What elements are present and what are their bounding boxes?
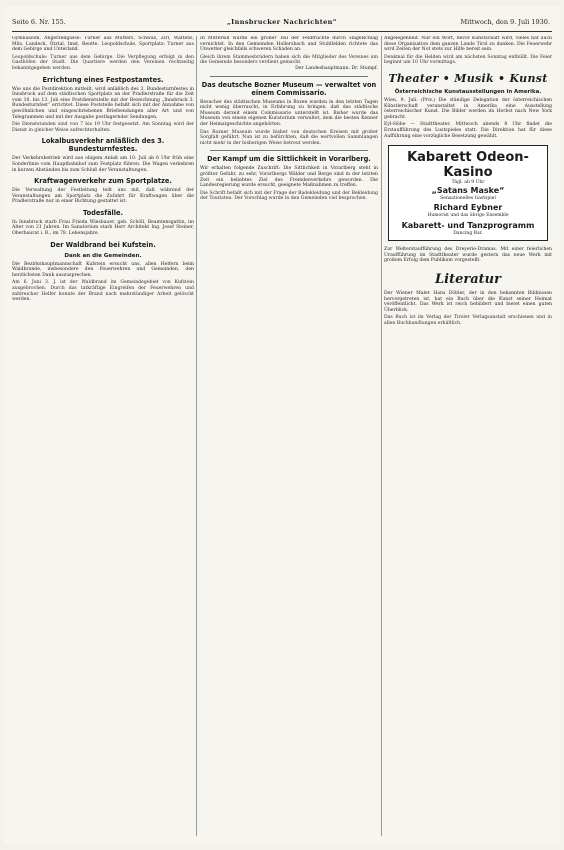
article-waldbrand: Die Bezirkshauptmannschaft Kufstein ersucht uns, allen Helfern beim Waldbrande, insbesondere den Feuerwehren und Gemeinden, den herzlichsten Dank auszusprechen. [12, 261, 194, 278]
column-1 [12, 36, 194, 836]
newspaper-page [4, 6, 560, 844]
column-3 [384, 36, 552, 836]
page-header [4, 18, 560, 30]
column-divider [381, 36, 382, 836]
subheading-dank: Dank an die Gemeinden. [64, 252, 142, 259]
article-lokalbus: Der Verkehrsbetrieb wird aus obigem Anlaß am 10. Juli ab 6 Uhr früh eine Sonderlinie vom Hauptbahnhof zum Festplatz führen. Die Wagen verkehren in kurzen Abständen bis zum Schluß der Veranstaltungen. [12, 156, 194, 173]
heading-todesfaelle: Todesfälle. [82, 208, 124, 217]
heading-bozner-museum: Das deutsche Bozner Museum — verwaltet von einem Commissario. [201, 80, 377, 97]
ad-time: Tägl. ab 9 Uhr [451, 180, 485, 186]
ad-artist: Richard Eybner [433, 203, 503, 213]
text-block: Leopoldschule: Turner aus dem Gebirge. Die Verpflegung erfolgt in den Gasthöfen der Stadt. Die Quartiere werden den Vereinen rechtzeitig bekanntgegeben werden. [12, 54, 194, 71]
column-1-intro: Gymnasium, Angerzellgasse: Turner aus Mutters, Schwaz, Zirl, Wattens, Mils, Landeck, Ötztal, Imst, Reutte. Leopoldschule, Sportplatz: Turner aus dem Gebirge und Unterland. [12, 36, 194, 53]
ad-program: Kabarett- und Tanzprogramm [401, 220, 535, 230]
divider [210, 150, 368, 151]
heading-sittlichkeit: Der Kampf um die Sittlichkeit in Vorarlberg. [207, 155, 371, 164]
article-urauffuehrung: Zur Welterstaufführung des Dreyerie-Dramas. Mit einer feierlichen Uraufführung im Stadttheater wurde gestern das neue Werk mit großem Erfolg dem Publikum vorgestellt. [384, 247, 552, 264]
text-block: Denkmal für die Helden wird am nächsten Sonntag enthüllt. Die Feier beginnt um 10 Uhr vormittags. [384, 54, 552, 66]
ad-show-sub: Sensationelles Gastspiel [440, 195, 496, 201]
issue-date: Mittwoch, den 9. Juli 1930. [460, 18, 550, 26]
column-2 [200, 36, 378, 836]
article-unwetter: In Mittersill wurde ein großer Teil der Feldfrüchte durch Hagelschlag vernichtet. In den Gemeinden Hollersbach und Stuhlfelden richtete das Unwetter gleichfalls schweren Schaden an. [200, 36, 378, 53]
article-todesfaelle: In Innsbruck starb Frau Frieda Wiesbauer, geb. Schöll, Beamtensgattin, im Alter von 21 Jahren. Im Sanatorium starb Herr Architekt Ing. Josef Steiner, Oberbaurat i. R., im 78. Lebensjahre. [12, 219, 194, 237]
heading-kraftwagen: Kraftwagenverkehr zum Sportplatze. [34, 177, 172, 186]
article-stadttheater: Eyl-Höhe — Stadttheater. Mittwoch abends 8 Uhr findet die Erstaufführung des Lustspieles statt. Die Direktion hat für diese Aufführung eine vorzügliche Besetzung gewählt. [384, 122, 552, 139]
article-sittlichkeit: Wir erhalten folgende Zuschrift: Die Sittlichkeit in Vorarlberg steht in größter Gefahr, zu sehr, Vorarlbergs Wälder und Berge sind in der letzten Zeit ein beliebtes Ziel des Fremdenverkehrs geworden. Die Landesregierung wurde ersucht, geeignete Maßnahmen zu treffen. [200, 166, 378, 189]
text-block: Das Buch ist im Verlag der Tiroler Verlagsanstalt erschienen und in allen Buchhandlungen erhältlich. [384, 315, 552, 326]
ad-title: Kabarett Odeon-Kasino [407, 150, 529, 181]
article-feuerwehr: Angelegenheit. Nur ein Wort, bevor Kunstschaft wird, vieles hat auch diese Organisation dem ganzen Lande Tirol zu danken. Die Feuerwehr wird Zeiten der Not stets zur Hilfe bereit sein. [384, 36, 552, 53]
article-bozner-museum: Besucher des städtischen Museums in Bozen wurden in den letzten Tagen nicht wenig überrascht, in Erfahrung zu bringen, daß das städtische Museum derzeit einem Commissario unterstellt ist. Bisher wurde das Museum von einem eigenen Kuratorium verwaltet, dem die besten Kenner der Heimatgeschichte angehörten. [200, 99, 378, 127]
banner-theater-musik-kunst: Theater • Musik • Kunst [388, 71, 548, 85]
article-kunstausstellungen: Wien, 9. Juli. (Priv.) Die ständige Delegation der österreichischen Künstlerschaft veranstaltet in Amerika eine Ausstellung österreichischer Kunst. Die Bilder werden im Herbst nach New York gebracht. [384, 97, 552, 120]
header-rule [12, 31, 552, 32]
heading-waldbrand: Der Waldbrand bei Kufstein. [50, 240, 156, 249]
ad-artist-sub: Humorist und das übrige Ensemble [427, 213, 509, 219]
page-number: Seite 6. Nr. 155. [12, 18, 66, 26]
ad-program-sub: Dancing Bar. [453, 230, 483, 236]
article-literatur: Der Wiener Maler Hans Döbler, der in den bekannten Bildnissen hervorgetreten ist, hat ein Buch über die Kunst seiner Heimat veröffentlicht. Das Werk ist reich bebildert und bietet einen guten Überblick. [384, 290, 552, 313]
text-block: Die Dienststunden sind von 7 bis 19 Uhr festgesetzt. Am Sonntag wird der Dienst in gleicher Weise aufrechterhalten. [12, 122, 194, 133]
signature: Der Landeshauptmann: Dr. Stumpf. [295, 65, 378, 71]
text-block: Am 6. Juni 3. J. ist der Waldbrand im Gemeindegebiet von Kufstein ausgebrochen. Durch das tatkräftige Eingreifen der Feuerwehren und zahlreicher Helfer konnte der Brand nach mehrstündiger Arbeit gelöscht werden. [12, 280, 194, 303]
heading-kunstausstellungen: Österreichische Kunstausstellungen in Amerika. [394, 88, 542, 95]
text-block: Die Schrift befaßt sich mit der Frage der Badekleidung und der Bekleidung der Touristen. Der Vorschlag wurde in den Gemeinden viel besprochen. [200, 190, 378, 202]
heading-festpostamt: Errichtung eines Festpostamtes. [42, 75, 164, 84]
column-divider [196, 36, 197, 836]
article-kraftwagen: Die Verwaltung der Festleitung teilt uns mit, daß während der Veranstaltungen am Sportplatz die Zufahrt für Kraftwagen über die Pradlerstraße nur in einer Richtung gestattet ist. [12, 188, 194, 205]
banner-literatur: Literatur [435, 271, 501, 287]
heading-lokalbus: Lokalbusverkehr anläßlich des 3. Bundesturnfestes. [41, 137, 165, 154]
ad-show: „Satans Maske“ [431, 185, 505, 195]
divider [210, 76, 368, 77]
article-festpostamt: Wie uns die Postdirektion mitteilt, wird anläßlich des 3. Bundesturnfestes in Innsbruck auf dem städtischen Sportplatz an der Pradlerstraße für die Zeit vom 10. bis 13. Juli eine Postdienststelle mit der Bezeichnung „Innsbruck 3. Bundesturnfest“ errichtet. Diese Poststelle befaßt sich mit der Annahme von gewöhnlichen und eingeschriebenen Briefsendungen aller Art und von Telegrammen und mit der Ausgabe postlagernder Sendungen. [12, 86, 194, 120]
text-block: Das Bozner Museum wurde bisher von deutschen Kreisen mit großer Sorgfalt geführt. Nun ist zu befürchten, daß die wertvollen Sammlungen nicht mehr in der bisherigen Weise betreut werden. [200, 129, 378, 146]
text-block: Gleich ihrem Stammesbrüdern haben sich die Mitglieder des Vereines um die Gemeinde besonders verdient gemacht. [200, 54, 378, 66]
newspaper-name: „Innsbrucker Nachrichten“ [227, 18, 337, 26]
advertisement-kabarett [388, 145, 548, 241]
